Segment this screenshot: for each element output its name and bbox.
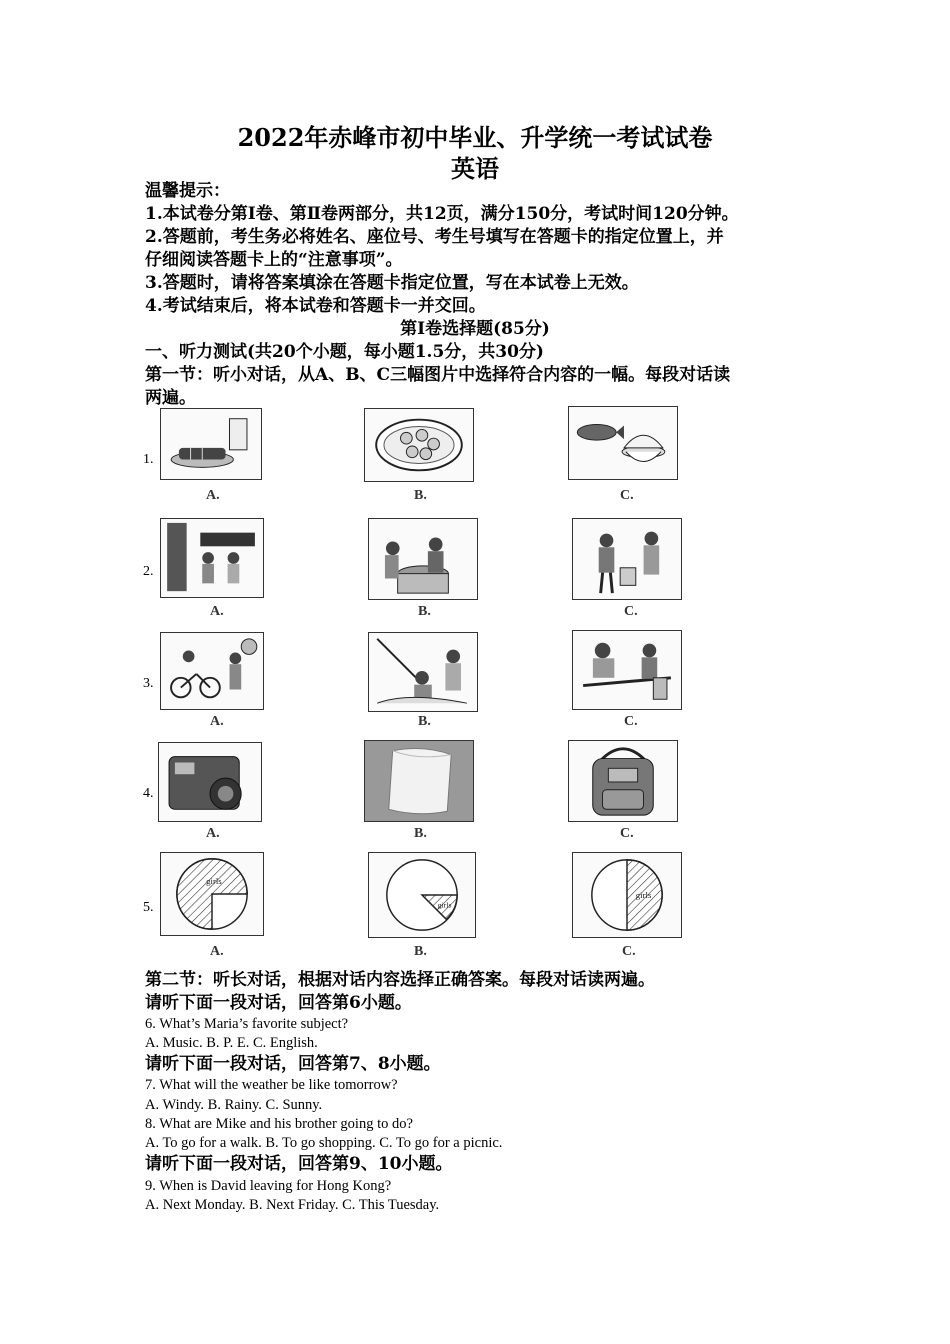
tips-heading: 温馨提示： bbox=[145, 181, 230, 201]
question-8: 8. What are Mike and his brother going to do? bbox=[145, 1116, 413, 1132]
question-9: 9. When is David leaving for Hong Kong? bbox=[145, 1178, 392, 1194]
tip-2-cont: 仔细阅读答题卡上的“注意事项”。 bbox=[145, 250, 403, 270]
question-number: 4. bbox=[143, 786, 154, 801]
answers-9: A. Next Monday. B. Next Friday. C. This Tuesday. bbox=[145, 1197, 440, 1213]
tip-1: 1.本试卷分第Ⅰ卷、第Ⅱ卷两部分，共12页，满分150分，考试时间120分钟。 bbox=[145, 204, 739, 224]
option-c-label: C. bbox=[624, 604, 638, 619]
dialogue-instruction-1: 请听下面一段对话，回答第6小题。 bbox=[145, 993, 412, 1013]
section2-heading: 第二节：听长对话，根据对话内容选择正确答案。每段对话读两遍。 bbox=[145, 970, 655, 990]
question-7: 7. What will the weather be like tomorrow? bbox=[145, 1077, 398, 1093]
answers-8: A. To go for a walk. B. To go shopping. C. To go for a picnic. bbox=[145, 1135, 503, 1151]
tip-4: 4.考试结束后，将本试卷和答题卡一并交回。 bbox=[145, 296, 486, 316]
pie-half-girls bbox=[572, 852, 682, 938]
section1-heading: 第Ⅰ卷选择题(85分) bbox=[400, 319, 550, 339]
section1-part: 一、听力测试(共20个小题，每小题1.5分，共30分) bbox=[145, 342, 544, 362]
question-number: 3. bbox=[143, 676, 154, 691]
question-number: 1. bbox=[143, 452, 154, 467]
question-number: 5. bbox=[143, 900, 154, 915]
page-subtitle: 英语 bbox=[451, 154, 499, 183]
tip-3: 3.答题时，请将答案填涂在答题卡指定位置，写在本试卷上无效。 bbox=[145, 273, 639, 293]
option-c-label: C. bbox=[624, 714, 638, 729]
answers-7: A. Windy. B. Rainy. C. Sunny. bbox=[145, 1097, 323, 1113]
pie-girls-label: girls bbox=[437, 900, 452, 910]
question-6: 6. What’s Maria’s favorite subject? bbox=[145, 1016, 349, 1032]
bike-picture bbox=[160, 632, 264, 710]
shopping-picture bbox=[572, 518, 682, 600]
option-b-label: B. bbox=[414, 826, 427, 841]
option-b-label: B. bbox=[418, 604, 431, 619]
question-number: 2. bbox=[143, 564, 154, 579]
option-b-label: B. bbox=[418, 714, 431, 729]
towel-picture bbox=[364, 740, 474, 822]
pie-three-quarters-girls bbox=[160, 852, 264, 936]
option-c-label: C. bbox=[620, 826, 634, 841]
dumplings-picture bbox=[364, 408, 474, 482]
dialogue-instruction-3: 请听下面一段对话，回答第9、10小题。 bbox=[145, 1154, 453, 1174]
section1-sub1-line1: 第一节：听小对话，从A、B、C三幅图片中选择符合内容的一幅。每段对话读 bbox=[145, 365, 731, 385]
dialogue-instruction-2: 请听下面一段对话，回答第7、8小题。 bbox=[145, 1054, 441, 1074]
option-a-label: A. bbox=[206, 488, 220, 503]
option-a-label: A. bbox=[210, 604, 224, 619]
option-a-label: A. bbox=[210, 714, 224, 729]
schoolbag-picture bbox=[568, 740, 678, 822]
pie-girls-label: girls bbox=[635, 889, 652, 900]
answers-6: A. Music. B. P. E. C. English. bbox=[145, 1035, 318, 1051]
office-picture bbox=[572, 630, 682, 710]
option-a-label: A. bbox=[210, 944, 224, 959]
bread-milk-picture bbox=[160, 408, 262, 480]
fishing-picture bbox=[368, 632, 478, 712]
section1-sub1-line2: 两遍。 bbox=[145, 388, 196, 408]
pie-girls-label: girls bbox=[206, 876, 222, 887]
option-b-label: B. bbox=[414, 488, 427, 503]
pie-small-slice-girls bbox=[368, 852, 476, 938]
dinner-table-picture bbox=[368, 518, 478, 600]
camera-picture bbox=[158, 742, 262, 822]
page-title: 2022年赤峰市初中毕业、升学统一考试试卷 bbox=[237, 123, 713, 152]
option-c-label: C. bbox=[622, 944, 636, 959]
people-sign-picture bbox=[160, 518, 264, 598]
fish-rice-picture bbox=[568, 406, 678, 480]
option-a-label: A. bbox=[206, 826, 220, 841]
option-c-label: C. bbox=[620, 488, 634, 503]
tip-2: 2.答题前，考生务必将姓名、座位号、考生号填写在答题卡的指定位置上，并 bbox=[145, 227, 724, 247]
option-b-label: B. bbox=[414, 944, 427, 959]
